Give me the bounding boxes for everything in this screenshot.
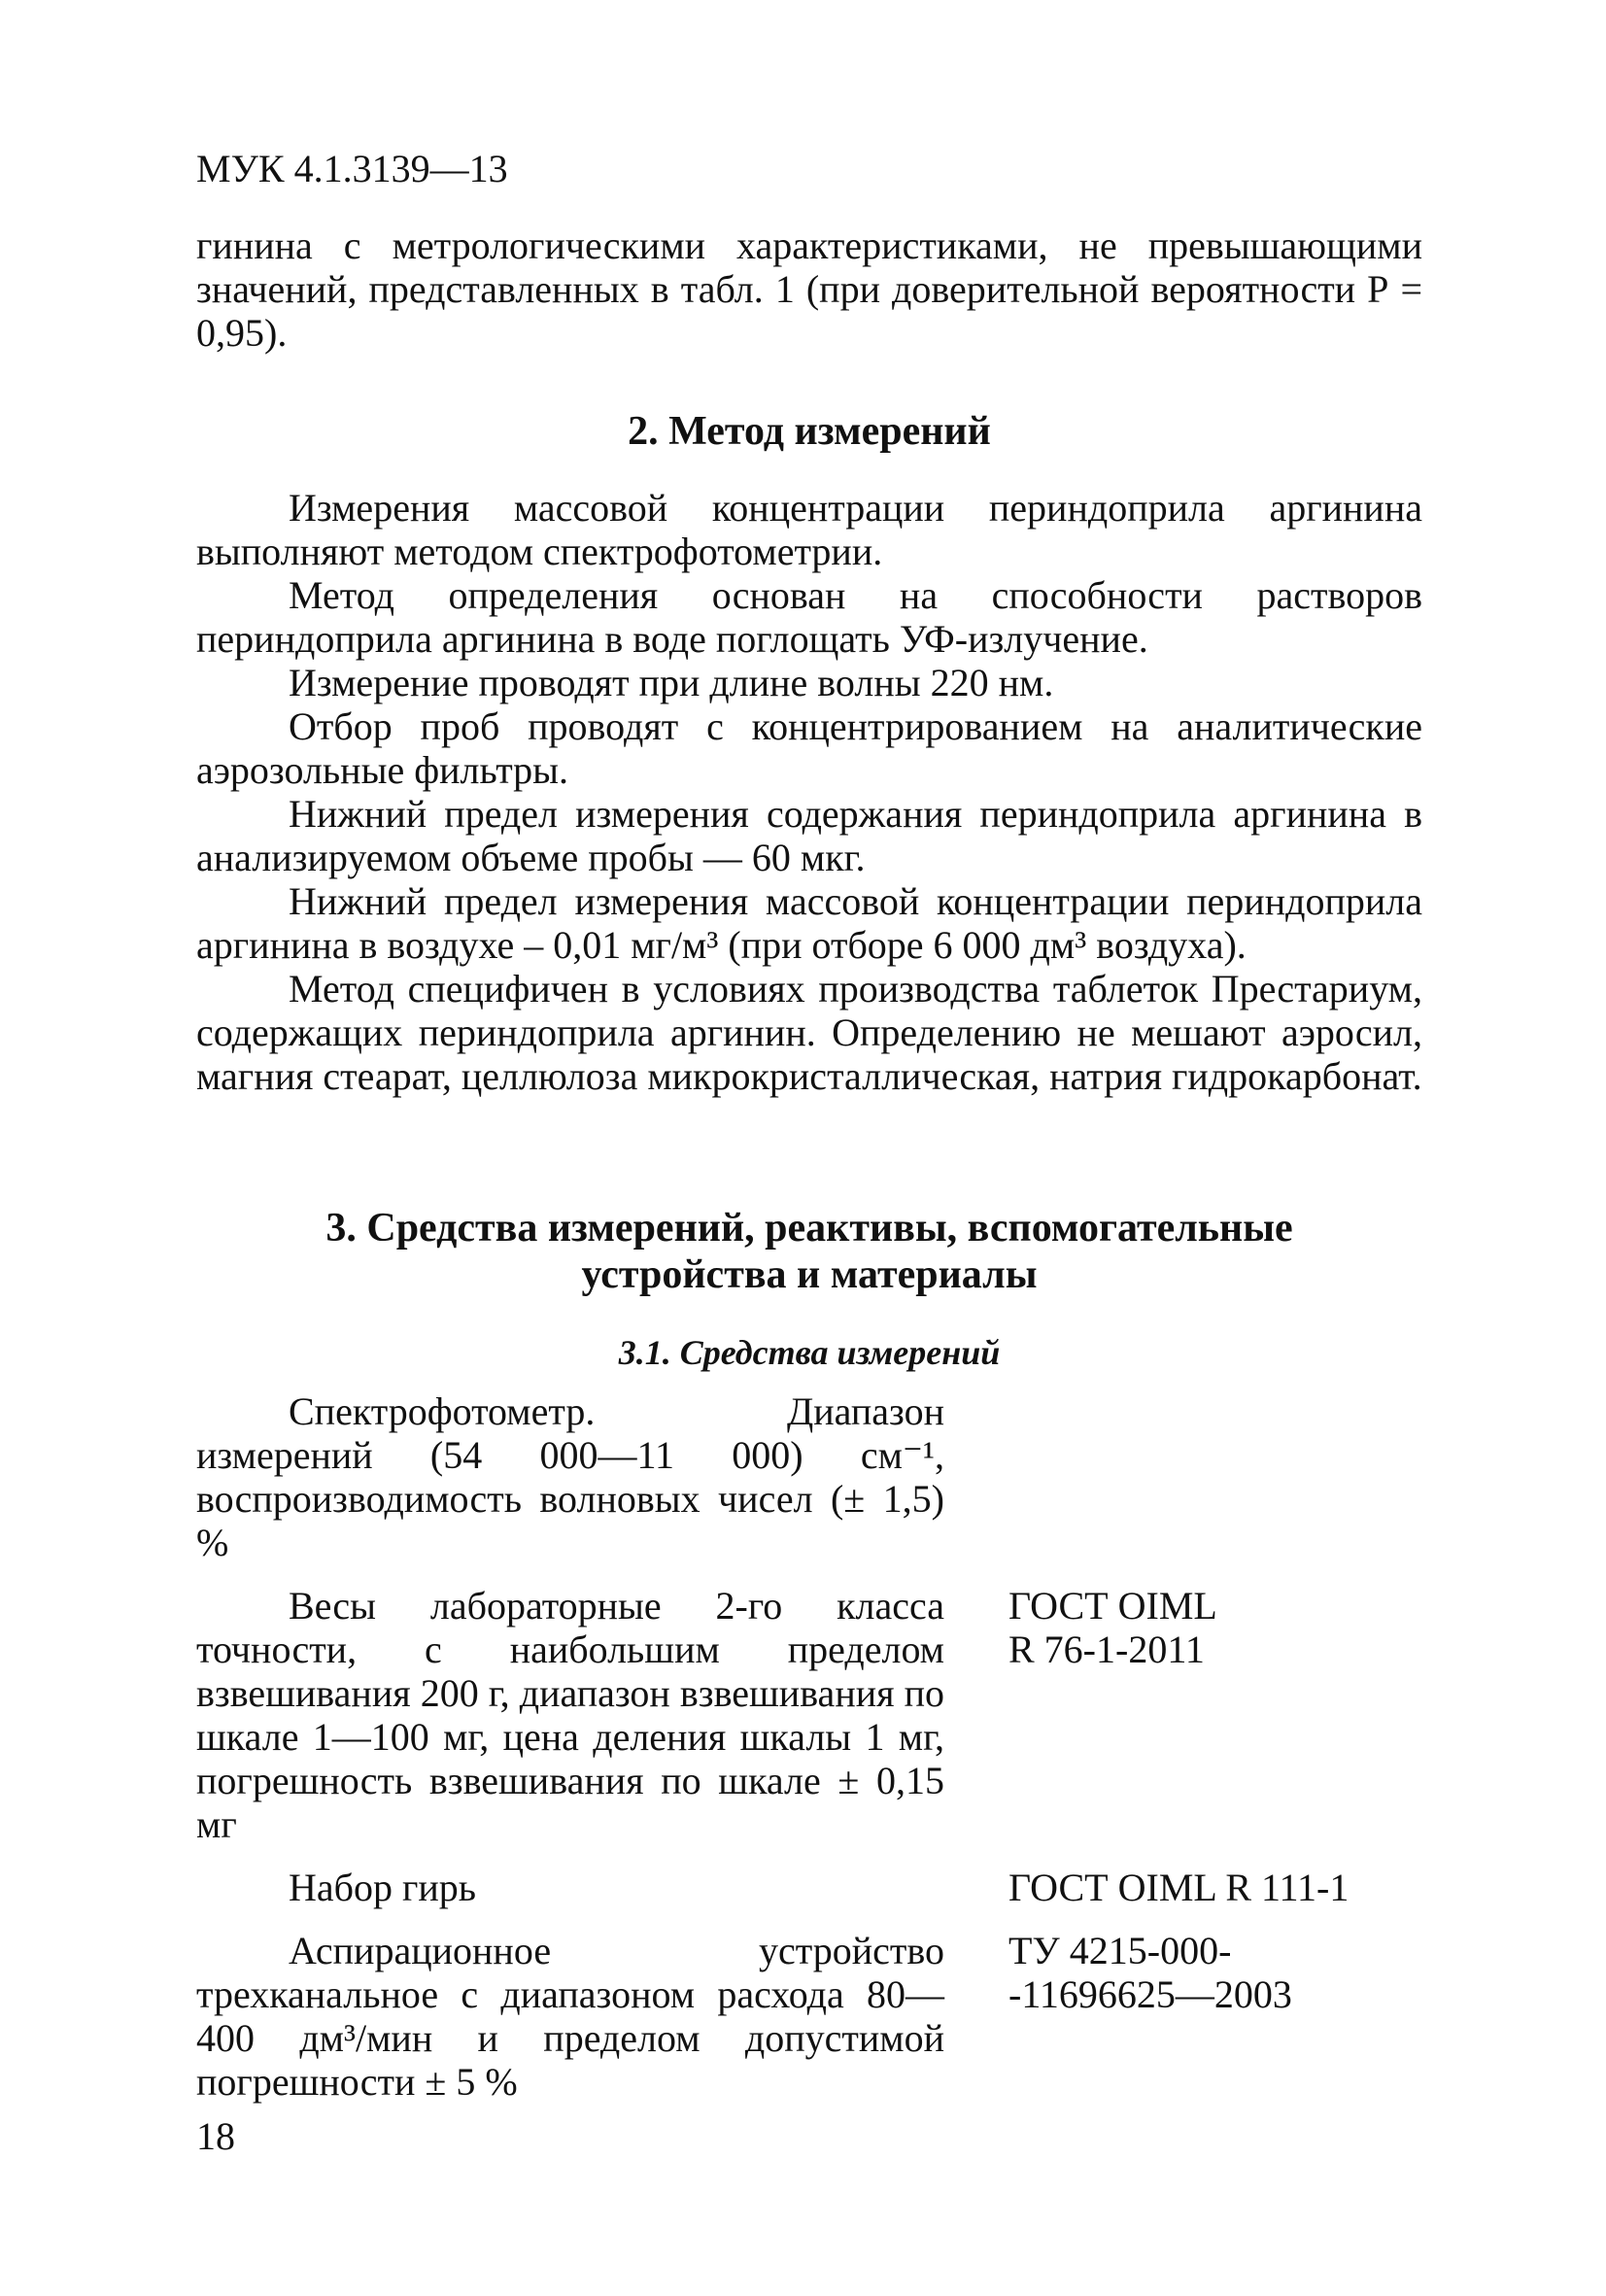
equipment-item: [196, 1929, 1422, 2104]
section-2-paragraph: Нижний предел измерения содержания периндоприла аргинина в анализируемом объеме пробы — 60 мкг.: [196, 792, 1422, 879]
equipment-standard-line: ГОСТ OIML: [1008, 1584, 1217, 1628]
equipment-list: [196, 1389, 1422, 2123]
section-2-paragraph: Отбор проб проводят с концентрированием на аналитические аэрозольные фильтры.: [196, 704, 1422, 792]
section-2-paragraph: Измерение проводят при длине волны 220 нм.: [289, 661, 1054, 704]
section-3-heading-line-1: 3. Средства измерений, реактивы, вспомогательные: [325, 1206, 1293, 1251]
section-2-body: [196, 486, 1422, 1098]
equipment-description: Спектрофотометр. Диапазон измерений (54 000—11 000) см⁻¹, воспроизводимость волновых чисел (± 1,5) %: [196, 1389, 944, 1564]
section-2-paragraph: Измерения массовой концентрации периндоприла аргинина выполняют методом спектрофотометрии.: [196, 486, 1422, 573]
equipment-item: [196, 1584, 1422, 1846]
section-2-paragraph: Метод определения основан на способности растворов периндоприла аргинина в воде поглощать УФ-излучение.: [196, 573, 1422, 661]
section-2-heading: 2. Метод измерений: [628, 409, 991, 454]
equipment-standard-line: ГОСТ OIML R 111-1: [1008, 1866, 1350, 1909]
document-code-header: МУК 4.1.3139—13: [196, 147, 508, 190]
page-number: 18: [196, 2114, 235, 2158]
section-2-paragraph: Метод специфичен в условиях производства таблеток Престариум, содержащих периндоприла аргинин. Определению не мешают аэросил, магния стеарат, целлюлоза микрокристаллическая, натрия гидрокарбонат.: [196, 967, 1422, 1098]
equipment-standard-line: R 76-1-2011: [1008, 1628, 1205, 1671]
section-3-heading: [196, 1205, 1422, 1298]
equipment-standard: [1008, 1929, 1417, 2016]
intro-continuation-paragraph: гинина с метрологическими характеристиками, не превышающими значений, представленных в табл. 1 (при доверительной вероятности Р = 0,95).: [196, 223, 1422, 355]
equipment-standard: [1008, 1866, 1417, 1909]
section-2-paragraph: Нижний предел измерения массовой концентрации периндоприла аргинина в воздухе – 0,01 мг/м³ (при отборе 6 000 дм³ воздуха).: [196, 879, 1422, 967]
equipment-standard-line: ТУ 4215-000-: [1008, 1929, 1232, 1972]
equipment-standard-line: -11696625—2003: [1008, 1972, 1292, 2016]
equipment-item: [196, 1389, 1422, 1564]
equipment-description: Аспирационное устройство трехканальное с диапазоном расхода 80—400 дм³/мин и пределом допустимой погрешности ± 5 %: [196, 1929, 944, 2104]
equipment-description: Набор гирь: [289, 1866, 477, 1909]
subsection-3-1-heading: 3.1. Средства измерений: [618, 1333, 1001, 1372]
section-3-heading-line-2: устройства и материалы: [581, 1252, 1038, 1297]
equipment-standard: [1008, 1584, 1417, 1671]
equipment-item: [196, 1866, 1422, 1909]
equipment-description: Весы лабораторные 2-го класса точности, с наибольшим пределом взвешивания 200 г, диапазон взвешивания по шкале 1—100 мг, цена деления шкалы 1 мг, погрешность взвешивания по шкале ± 0,15 мг: [196, 1584, 944, 1846]
